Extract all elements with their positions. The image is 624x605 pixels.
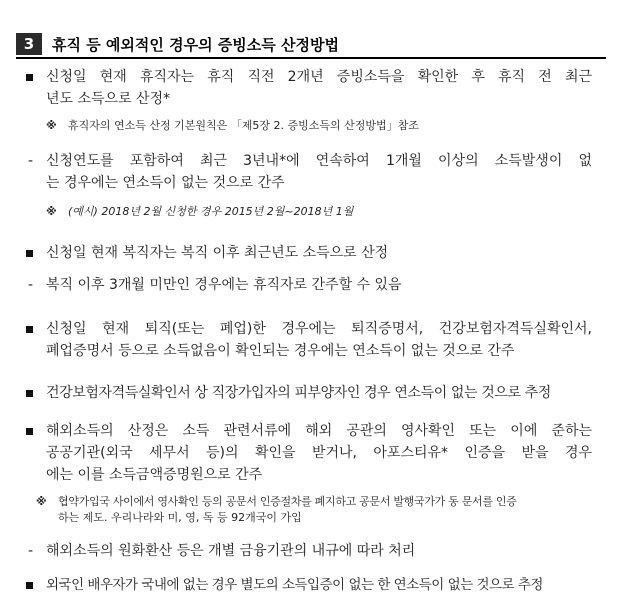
- dash-mark: -: [28, 277, 34, 293]
- item-text: 외국인 배우자가 국내에 없는 경우 별도의 소득입증이 없는 한 연소득이 없는 것으로 추정: [46, 577, 543, 593]
- note-text: (예시) 2018년 2월 신청한 경우 2015년 2월~2018년 1월: [68, 205, 354, 218]
- item-text: 신청연도를 포함하여 최근 3년내*에 연속하여 1개월 이상의 소득발생이 없: [46, 153, 592, 169]
- bullet-item: [26, 574, 592, 596]
- item-text: 는 경우에는 연소득이 없는 것으로 간주: [46, 175, 285, 191]
- reference-mark-icon: ※: [46, 205, 57, 218]
- note-text: 하는 제도. 우리나라와 미, 영, 독 등 92개국이 가입: [58, 511, 302, 524]
- item-text: 공공기관(외국 세무서 등)의 확인을 받거나, 아포스티유* 인증을 받을 경우: [46, 445, 592, 461]
- bullet-item: [26, 420, 592, 486]
- note-text: 협약가입국 사이에서 영사확인 등의 공문서 인증절차를 폐지하고 공문서 발행국가가 동 문서를 인증: [58, 495, 517, 508]
- item-text: 년도 소득으로 산정*: [46, 91, 171, 107]
- bullet-item: [26, 382, 592, 404]
- item-text: 에는 이를 소득금액증명원으로 간주: [46, 467, 263, 483]
- bullet-item: [26, 66, 592, 110]
- item-text: 건강보험자격득실확인서 상 직장가입자의 피부양자인 경우 연소득이 없는 것으로 추정: [46, 385, 551, 401]
- item-text: 신청일 현재 복직자는 복직 이후 최근년도 소득으로 산정: [46, 245, 389, 261]
- section-number: 3: [16, 33, 42, 55]
- item-text: 해외소득의 산정은 소득 관련서류에 해외 공관의 영사확인 또는 이에 준하는: [46, 423, 592, 439]
- item-text: 복직 이후 3개월 미만인 경우에는 휴직자로 간주할 수 있음: [46, 277, 402, 293]
- square-bullet-icon: [26, 250, 33, 257]
- square-bullet-icon: [26, 582, 33, 589]
- note-item: [46, 118, 586, 134]
- square-bullet-icon: [26, 428, 33, 435]
- square-bullet-icon: [26, 74, 33, 81]
- note-item: [46, 204, 586, 220]
- note-text: 휴직자의 연소득 산정 기본원칙은 「제5장 2. 증빙소득의 산정방법」참조: [68, 119, 419, 132]
- reference-mark-icon: ※: [36, 495, 47, 508]
- item-text: 신청일 현재 퇴직(또는 폐업)한 경우에는 퇴직증명서, 건강보험자격득실확인서,: [46, 321, 592, 337]
- section-title: 휴직 등 예외적인 경우의 증빙소득 산정방법: [52, 36, 339, 54]
- reference-mark-icon: ※: [46, 119, 57, 132]
- dash-mark: -: [28, 153, 34, 169]
- dash-item: [26, 150, 592, 194]
- item-text: 해외소득의 원화환산 등은 개별 금융기관의 내규에 따라 처리: [46, 543, 416, 559]
- dash-mark: -: [28, 543, 34, 559]
- dash-item: [26, 274, 592, 296]
- bullet-item: [26, 318, 592, 362]
- square-bullet-icon: [26, 326, 33, 333]
- square-bullet-icon: [26, 390, 33, 397]
- dash-item: [26, 540, 592, 562]
- bullet-item: [26, 242, 592, 264]
- section-header: [16, 33, 606, 59]
- item-text: 신청일 현재 휴직자는 휴직 직전 2개년 증빙소득을 확인한 후 휴직 전 최근: [46, 69, 592, 85]
- note-item: [36, 494, 590, 526]
- item-text: 폐업증명서 등으로 소득없음이 확인되는 경우에는 연소득이 없는 것으로 간주: [46, 343, 515, 359]
